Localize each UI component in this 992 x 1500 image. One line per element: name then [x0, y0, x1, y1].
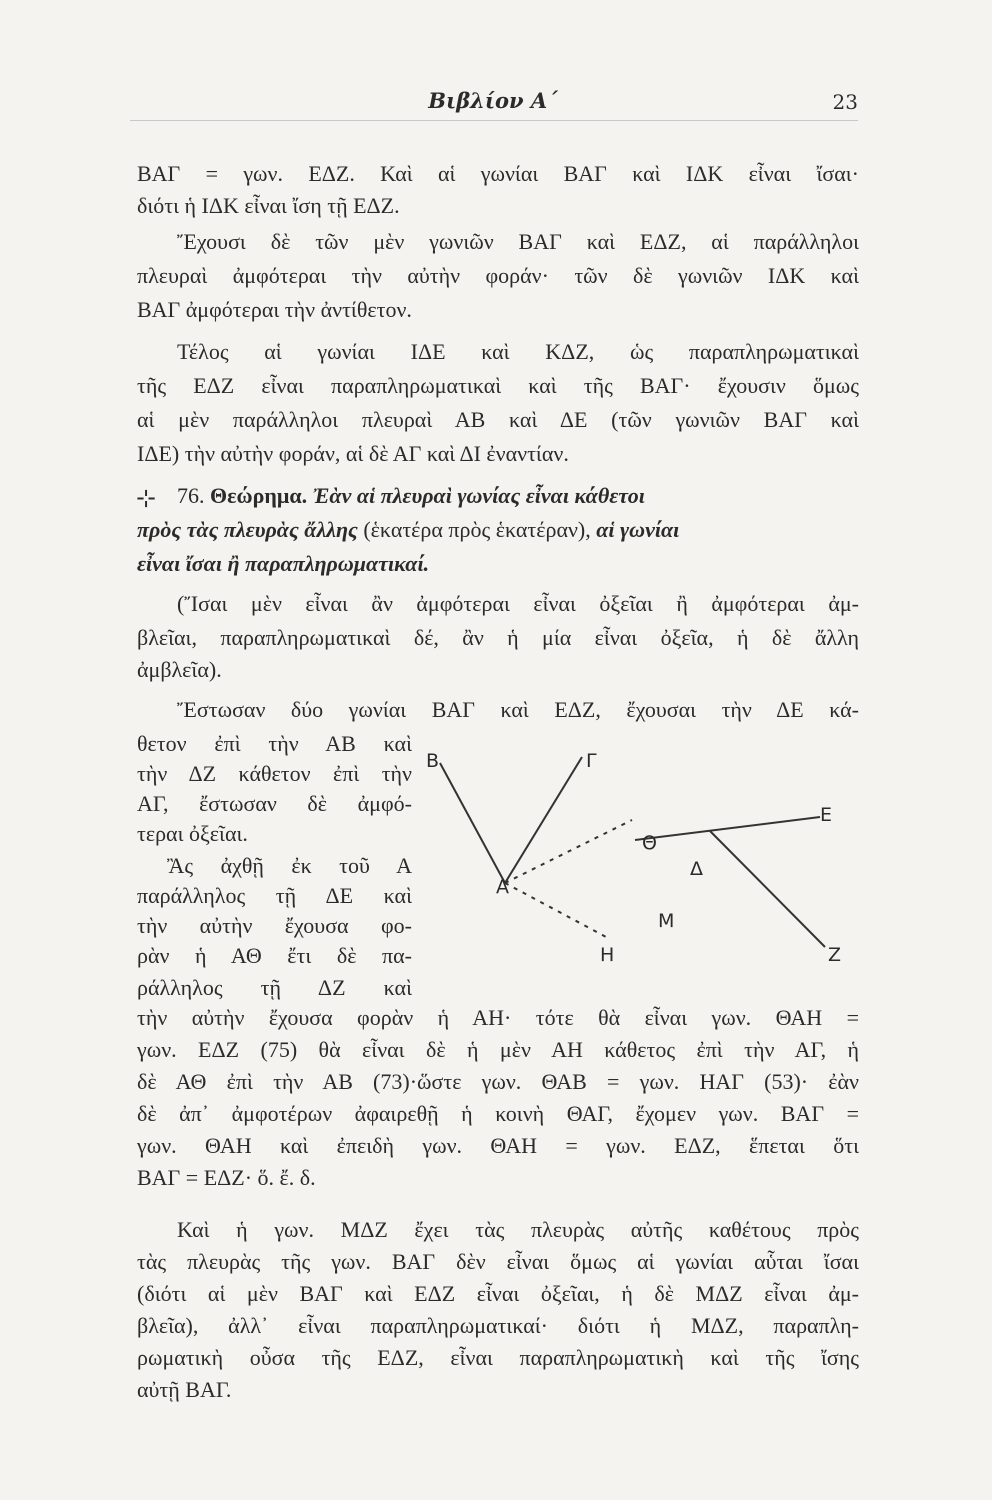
label-M: Μ [658, 910, 675, 932]
text-line: ρωματικὴ οὖσα τῆς ΕΔΖ, εἶναι παραπληρωματικὴ καὶ τῆς ἴσης [137, 1345, 859, 1370]
text-line: δὲ ΑΘ ἐπὶ τὴν ΑΒ (73)·ὥστε γων. ΘΑΒ = γων. ΗΑΓ (53)· ἐὰν [137, 1069, 859, 1094]
text-line: τὴν αὐτὴν ἔχουσα φο- [137, 913, 412, 938]
text-line: ΑΓ, ἔστωσαν δὲ ἀμφό- [137, 791, 412, 816]
text-line: θετον ἐπὶ τὴν ΑΒ καὶ [137, 731, 412, 756]
text-line: ΙΔΕ) τὴν αὐτὴν φοράν, αἱ δὲ ΑΓ καὶ ΔΙ ἐναντίαν. [137, 441, 569, 466]
page-number: 23 [832, 90, 858, 114]
text-line: Ἂς ἀχθῇ ἐκ τοῦ Α [167, 853, 412, 878]
text-line: ΒΑΓ ἀμφότεραι τὴν ἀντίθετον. [137, 297, 412, 322]
text-line: ΒΑΓ = ΕΔΖ· ὅ. ἔ. δ. [137, 1165, 316, 1190]
label-Th: Θ [642, 832, 657, 854]
label-G: Γ [586, 750, 597, 772]
text-line: (διότι αἱ μὲν ΒΑΓ καὶ ΕΔΖ εἶναι ὀξεῖαι, ἡ δὲ ΜΔΖ εἶναι ἀμ- [137, 1281, 859, 1306]
text-line: αὐτῇ ΒΑΓ. [137, 1377, 232, 1402]
text-line: ΒΑΓ = γων. ΕΔΖ. Καὶ αἱ γωνίαι ΒΑΓ καὶ ΙΔΚ εἶναι ἴσαι· [137, 161, 859, 186]
text-line: πλευραὶ ἀμφότεραι τὴν αὐτὴν φοράν· τῶν δὲ γωνιῶν ΙΔΚ καὶ [137, 263, 859, 288]
theorem-line: εἶναι ἴσαι ἢ παραπληρωματικαί. [137, 551, 430, 576]
header-rule [130, 120, 858, 121]
text-line: γων. ΕΔΖ (75) θὰ εἶναι δὲ ἡ μὲν ΑΗ κάθετος ἐπὶ τὴν ΑΓ, ἡ [137, 1037, 859, 1062]
line-AH [505, 883, 608, 938]
line-AB [440, 763, 505, 883]
text-line: Τέλος αἱ γωνίαι ΙΔΕ καὶ ΚΔΖ, ὡς παραπληρωματικαὶ [177, 339, 859, 364]
label-A: Α [496, 876, 509, 898]
text-line: γων. ΘΑΗ καὶ ἐπειδὴ γων. ΘΑΗ = γων. ΕΔΖ, ἕπεται ὅτι [137, 1133, 859, 1158]
label-D: Δ [690, 858, 703, 880]
theorem-line [137, 516, 859, 544]
text-line: βλεῖα), ἀλλ᾽ εἶναι παραπληρωματικαί· διότι ἡ ΜΔΖ, παραπλη- [137, 1313, 859, 1338]
text-line: διότι ἡ ΙΔΚ εἶναι ἴση τῇ ΕΔΖ. [137, 193, 400, 218]
label-B: Β [426, 750, 440, 772]
text-line: Ἔστωσαν δύο γωνίαι ΒΑΓ καὶ ΕΔΖ, ἔχουσαι τὴν ΔΕ κά- [177, 697, 859, 722]
running-title: Βιβλίον Α΄ [428, 88, 558, 113]
label-Z: Ζ [828, 944, 842, 966]
theorem-text: πρὸς τὰς πλευρὰς ἄλλης [137, 517, 358, 542]
theorem-text: αἱ γωνίαι [596, 517, 680, 542]
line-DE [635, 817, 820, 840]
text-line: τὴν αὐτὴν ἔχουσα φορὰν ἡ ΑΗ· τότε θὰ εἶναι γων. ΘΑΗ = [137, 1005, 859, 1030]
text-line: Καὶ ἡ γων. ΜΔΖ ἔχει τὰς πλευρὰς αὐτῆς καθέτους πρὸς [177, 1217, 859, 1242]
theorem-label: Θεώρημα. [210, 483, 308, 508]
text-line: ράλληλος τῇ ΔΖ καὶ [137, 975, 412, 1000]
theorem-text: Ἐὰν αἱ πλευραὶ γωνίας εἶναι κάθετοι [312, 483, 645, 508]
label-E: Ε [820, 804, 833, 826]
text-line: ρὰν ἡ ΑΘ ἔτι δὲ πα- [137, 943, 412, 968]
text-line: ἀμβλεῖα). [137, 657, 222, 682]
geometry-figure [410, 735, 860, 975]
text-line: (Ἴσαι μὲν εἶναι ἂν ἀμφότεραι εἶναι ὀξεῖαι ἢ ἀμφότεραι ἀμ- [177, 591, 859, 616]
text-line: παράλληλος τῇ ΔΕ καὶ [137, 883, 412, 908]
margin-check-mark: ⊹ [136, 484, 157, 512]
text-line: δὲ ἀπ᾽ ἀμφοτέρων ἀφαιρεθῇ ἡ κοινὴ ΘΑΓ, ἔχομεν γων. ΒΑΓ = [137, 1101, 859, 1126]
text-line: τεραι ὀξεῖαι. [137, 821, 248, 846]
theorem-text: (ἑκατέρα πρὸς ἑκατέραν), [363, 517, 591, 542]
theorem-number: 76. [177, 483, 205, 508]
text-line: τὴν ΔΖ κάθετον ἐπὶ τὴν [137, 761, 412, 786]
page-header [128, 88, 858, 118]
text-line: Ἔχουσι δὲ τῶν μὲν γωνιῶν ΒΑΓ καὶ ΕΔΖ, αἱ παράλληλοι [177, 229, 859, 254]
text-line: τὰς πλευρὰς τῆς γων. ΒΑΓ δὲν εἶναι ὅμως αἱ γωνίαι αὗται ἴσαι [137, 1249, 859, 1274]
line-DZ [710, 831, 825, 947]
text-line: αἱ μὲν παράλληλοι πλευραὶ ΑΒ καὶ ΔΕ (τῶν γωνιῶν ΒΑΓ καὶ [137, 407, 859, 432]
label-H: Η [600, 944, 615, 966]
text-line: τῆς ΕΔΖ εἶναι παραπληρωματικαὶ καὶ τῆς ΒΑΓ· ἔχουσιν ὅμως [137, 373, 859, 398]
theorem-line [137, 482, 859, 510]
text-line: βλεῖαι, παραπληρωματικαὶ δέ, ἂν ἡ μία εἶναι ὀξεῖα, ἡ δὲ ἄλλη [137, 625, 859, 650]
